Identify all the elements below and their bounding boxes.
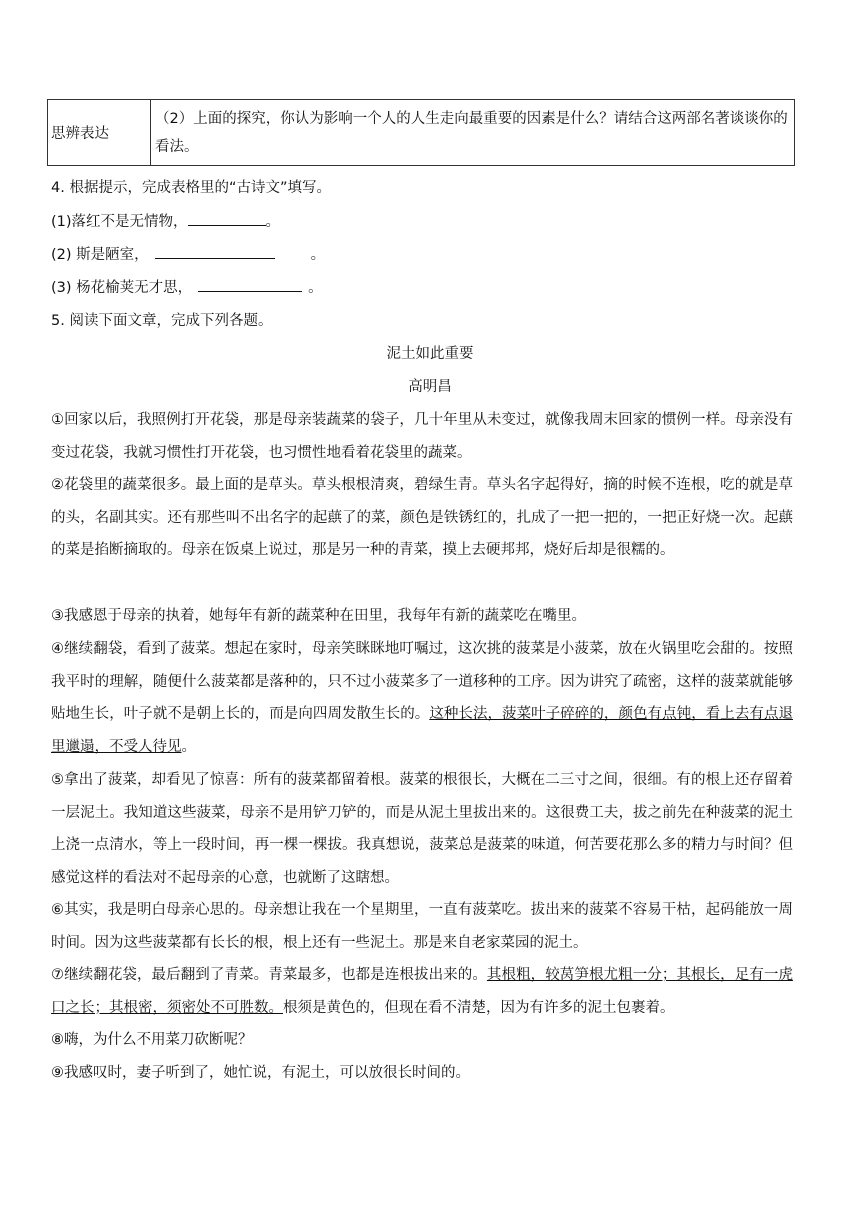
paragraph-2: ②花袋里的蔬菜很多。最上面的是草头。草头根根清爽，碧绿生青。草头名字起得好，摘的时候不连根，吃的就是草的头，名副其实。还有那些叫不出名字的起蕻了的菜，颜色是铁锈红的，扎成了一把一把的，一把正好烧一次。起蕻的菜是掐断摘取的。母亲在饭桌上说过，那是另一种的青菜，摸上去硬邦邦，烧好后却是很糯的。 [51, 477, 793, 559]
paragraph-7-text: ⑦继续翻花袋，最后翻到了青菜。青菜最多，也都是连根拔出来的。 [51, 967, 487, 983]
paragraph-8: ⑧嗨，为什么不用菜刀砍断呢？ [51, 1032, 253, 1048]
article-author: 高明昌 [408, 379, 452, 395]
table-row [48, 100, 795, 166]
table-content-cell: （2）上面的探究，你认为影响一个人的人生走向最重要的因素是什么？请结合这两部名著谈谈你的看法。 [151, 100, 795, 166]
question-4-item-2 [51, 244, 325, 265]
paragraph-7-underlined: 其根粗，较莴笋根尤粗一分；其根长，足有一虎口之长；其根密，须密处不可胜数。 [51, 967, 794, 1016]
fill-blank-2[interactable] [155, 244, 275, 259]
paragraph-6: ⑥其实，我是明白母亲心思的。母亲想让我在一个星期里，一直有菠菜吃。拔出来的菠菜不容易干枯，起码能放一周时间。因为这些菠菜都有长长的根，根上还有一些泥土。那是来自老家菜园的泥土。 [51, 902, 793, 951]
item-1-text: (1)落红不是无情物， [51, 214, 188, 230]
evaluation-table [47, 99, 795, 166]
article-title: 泥土如此重要 [386, 346, 474, 362]
fill-blank-3[interactable] [198, 277, 302, 292]
item-2-text: (2) 斯是陋室， [51, 247, 149, 263]
paragraph-4-end: 。 [181, 738, 196, 755]
paragraph-1: ①回家以后，我照例打开花袋，那是母亲装蔬菜的袋子，几十年里从未变过，就像我周末回家的惯例一样。母亲没有变过花袋，我就习惯性打开花袋，也习惯性地看着花袋里的蔬菜。 [51, 412, 793, 461]
paragraph-3: ③我感恩于母亲的执着，她每年有新的蔬菜种在田里，我每年有新的蔬菜吃在嘴里。 [51, 608, 586, 624]
fill-blank-1[interactable] [188, 211, 266, 226]
paragraph-7-end: 根须是黄色的，但现在看不清楚，因为有许多的泥土包裹着。 [283, 999, 675, 1016]
question-4-prompt: 4. 根据提示，完成表格里的“古诗文”填写。 [51, 180, 331, 196]
item-1-end: 。 [265, 214, 281, 230]
item-2-end: 。 [310, 247, 326, 263]
table-label-cell: 思辨表达 [48, 100, 151, 166]
question-4-item-1 [51, 211, 280, 232]
paragraph-9: ⑨我感叹时，妻子听到了，她忙说，有泥土，可以放很长时间的。 [51, 1065, 470, 1081]
question-5-prompt: 5. 阅读下面文章，完成下列各题。 [51, 313, 273, 329]
paragraph-4-underlined: 这种长法，菠菜叶子碎碎的，颜色有点钝，看上去有点退里邋遢，不受人待见 [51, 706, 794, 755]
paragraph-7 [51, 959, 793, 1024]
item-3-text: (3) 杨花榆荚无才思， [51, 280, 193, 296]
paragraph-4-text: ④继续翻袋，看到了菠菜。想起在家时，母亲笑眯眯地叮嘱过，这次挑的菠菜是小菠菜，放在火锅里吃会甜的。按照我平时的理解，随便什么菠菜都是落种的，只不过小菠菜多了一道移种的工序。因为讲究了疏密，这样的菠菜就能够贴地生长，叶子就不是朝上长的，而是向四周发散生长的。 [51, 641, 793, 723]
paragraph-4 [51, 633, 793, 763]
item-3-end: 。 [308, 280, 323, 296]
question-4-item-3 [51, 277, 323, 298]
paragraph-5: ⑤拿出了菠菜，却看见了惊喜：所有的菠菜都留着根。菠菜的根很长，大概在二三寸之间，很细。有的根上还存留着一层泥土。我知道这些菠菜，母亲不是用铲刀铲的，而是从泥土里拔出来的。这很费工夫，拔之前先在种菠菜的泥土上浇一点清水，等上一段时间，再一棵一棵拔。我真想说，菠菜总是菠菜的味道，何苦要花那么多的精力与时间？但感觉这样的看法对不起母亲的心意，也就断了这瞎想。 [51, 772, 793, 886]
